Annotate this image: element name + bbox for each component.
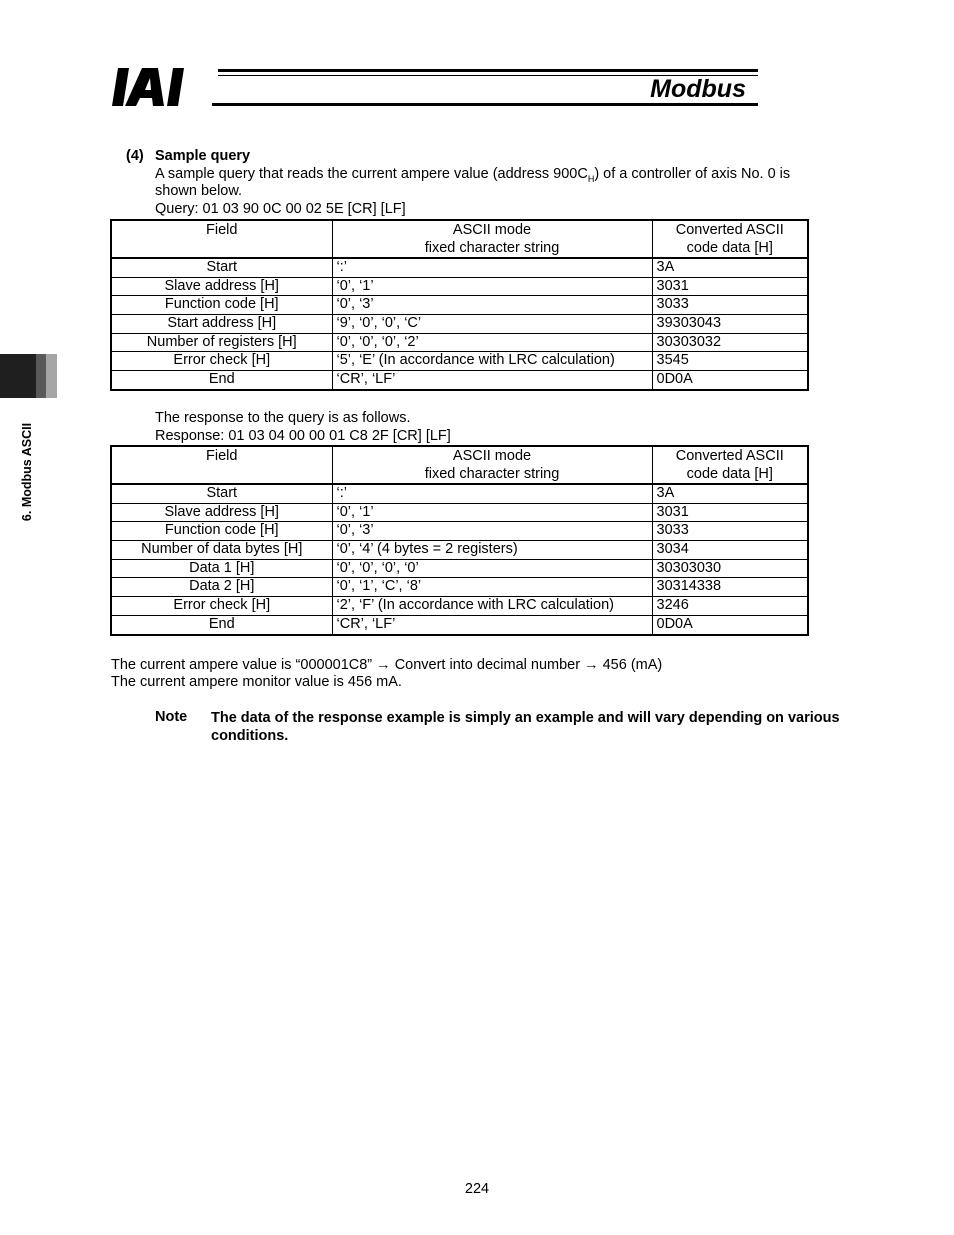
hex-cell: 30314338 (652, 578, 808, 597)
table-row (111, 258, 808, 277)
ascii-cell: ‘0’, ‘1’ (332, 503, 652, 522)
hex-cell: 3031 (652, 277, 808, 296)
chapter-label: 6. Modbus ASCII (20, 422, 34, 522)
conclusion-line1: The current ampere value is “000001C8” → Convert into decimal number → 456 (mA) (111, 657, 663, 673)
hex-cell: 3034 (652, 541, 808, 560)
hex-cell: 3246 (652, 597, 808, 616)
side-tab-dark (0, 354, 36, 398)
column-header (111, 220, 332, 258)
conclusion-line2: The current ampere monitor value is 456 mA. (111, 674, 402, 690)
column-header-line: code data [H] (686, 466, 773, 482)
table-row (111, 484, 808, 503)
column-header-line: code data [H] (686, 240, 773, 256)
section-number: (4) (126, 148, 144, 164)
ascii-cell: ‘:’ (332, 258, 652, 277)
table-header-row (111, 220, 808, 258)
intro-text: A sample query that reads the current ampere value (address 900C (155, 166, 588, 182)
column-header (332, 220, 652, 258)
hex-cell: 3A (652, 258, 808, 277)
response-table (110, 445, 809, 636)
table-row (111, 371, 808, 390)
section-intro-line2: shown below. (155, 183, 243, 199)
table-row (111, 296, 808, 315)
column-header (652, 220, 808, 258)
ascii-cell: ‘0’, ‘3’ (332, 522, 652, 541)
ascii-cell: ‘0’, ‘0’, ‘0’, ‘0’ (332, 559, 652, 578)
field-cell: Function code [H] (111, 522, 332, 541)
column-header-line: Field (206, 222, 238, 238)
ascii-cell: ‘CR’, ‘LF’ (332, 615, 652, 634)
field-cell: Slave address [H] (111, 277, 332, 296)
ascii-cell: ‘0’, ‘4’ (4 bytes = 2 registers) (332, 541, 652, 560)
field-cell: Start address [H] (111, 315, 332, 334)
hex-cell: 39303043 (652, 315, 808, 334)
field-cell: Function code [H] (111, 296, 332, 315)
header-title: Modbus (650, 75, 746, 103)
header-rule-thick (218, 69, 758, 72)
field-cell: Data 1 [H] (111, 559, 332, 578)
table-row (111, 333, 808, 352)
section-heading: Sample query (155, 148, 251, 164)
page-number: 224 (464, 1181, 490, 1197)
column-header (111, 446, 332, 484)
table-row (111, 522, 808, 541)
field-cell: End (111, 371, 332, 390)
intro-subscript: H (587, 173, 595, 184)
hex-cell: 0D0A (652, 615, 808, 634)
table-row (111, 277, 808, 296)
hex-cell: 3A (652, 484, 808, 503)
ascii-cell: ‘0’, ‘1’ (332, 277, 652, 296)
column-header-line: fixed character string (424, 240, 560, 256)
table-row (111, 597, 808, 616)
response-line: Response: 01 03 04 00 00 01 C8 2F [CR] [LF] (155, 428, 451, 444)
field-cell: Number of data bytes [H] (111, 541, 332, 560)
section-intro (155, 166, 790, 188)
column-header-line: ASCII mode (452, 448, 532, 464)
hex-cell: 30303032 (652, 333, 808, 352)
hex-cell: 3033 (652, 522, 808, 541)
field-cell: Data 2 [H] (111, 578, 332, 597)
ascii-cell: ‘CR’, ‘LF’ (332, 371, 652, 390)
table-row (111, 315, 808, 334)
column-header-line: ASCII mode (452, 222, 532, 238)
column-header (652, 446, 808, 484)
ascii-cell: ‘:’ (332, 484, 652, 503)
note-text: The data of the response example is simply an example and will vary depending on various conditions. (211, 710, 840, 744)
hex-cell: 3033 (652, 296, 808, 315)
intro-text-end: ) of a controller of axis No. 0 is (594, 166, 791, 182)
hex-cell: 30303030 (652, 559, 808, 578)
column-header-line: Converted ASCII (675, 448, 784, 464)
ascii-cell: ‘9’, ‘0’, ‘0’, ‘C’ (332, 315, 652, 334)
field-cell: Error check [H] (111, 597, 332, 616)
ascii-cell: ‘0’, ‘1’, ‘C’, ‘8’ (332, 578, 652, 597)
query-line: Query: 01 03 90 0C 00 02 5E [CR] [LF] (155, 201, 406, 217)
field-cell: Slave address [H] (111, 503, 332, 522)
table-row (111, 352, 808, 371)
table-row (111, 541, 808, 560)
table-row (111, 503, 808, 522)
ascii-cell: ‘5’, ‘E’ (In accordance with LRC calculation) (332, 352, 652, 371)
ascii-cell: ‘0’, ‘3’ (332, 296, 652, 315)
query-table (110, 219, 809, 391)
hex-cell: 0D0A (652, 371, 808, 390)
table-row (111, 559, 808, 578)
column-header-line: Field (206, 448, 238, 464)
field-cell: Number of registers [H] (111, 333, 332, 352)
hex-cell: 3031 (652, 503, 808, 522)
ascii-cell: ‘0’, ‘0’, ‘0’, ‘2’ (332, 333, 652, 352)
column-header (332, 446, 652, 484)
response-intro: The response to the query is as follows. (155, 410, 411, 426)
ascii-cell: ‘2’, ‘F’ (In accordance with LRC calculation) (332, 597, 652, 616)
table-row (111, 578, 808, 597)
note-label: Note (155, 709, 188, 725)
iai-logo (112, 68, 212, 108)
field-cell: Error check [H] (111, 352, 332, 371)
side-tab-light (46, 354, 57, 398)
side-tab-mid (36, 354, 46, 398)
table-row (111, 615, 808, 634)
field-cell: End (111, 615, 332, 634)
field-cell: Start (111, 484, 332, 503)
column-header-line: Converted ASCII (675, 222, 784, 238)
column-header-line: fixed character string (424, 466, 560, 482)
hex-cell: 3545 (652, 352, 808, 371)
field-cell: Start (111, 258, 332, 277)
table-header-row (111, 446, 808, 484)
